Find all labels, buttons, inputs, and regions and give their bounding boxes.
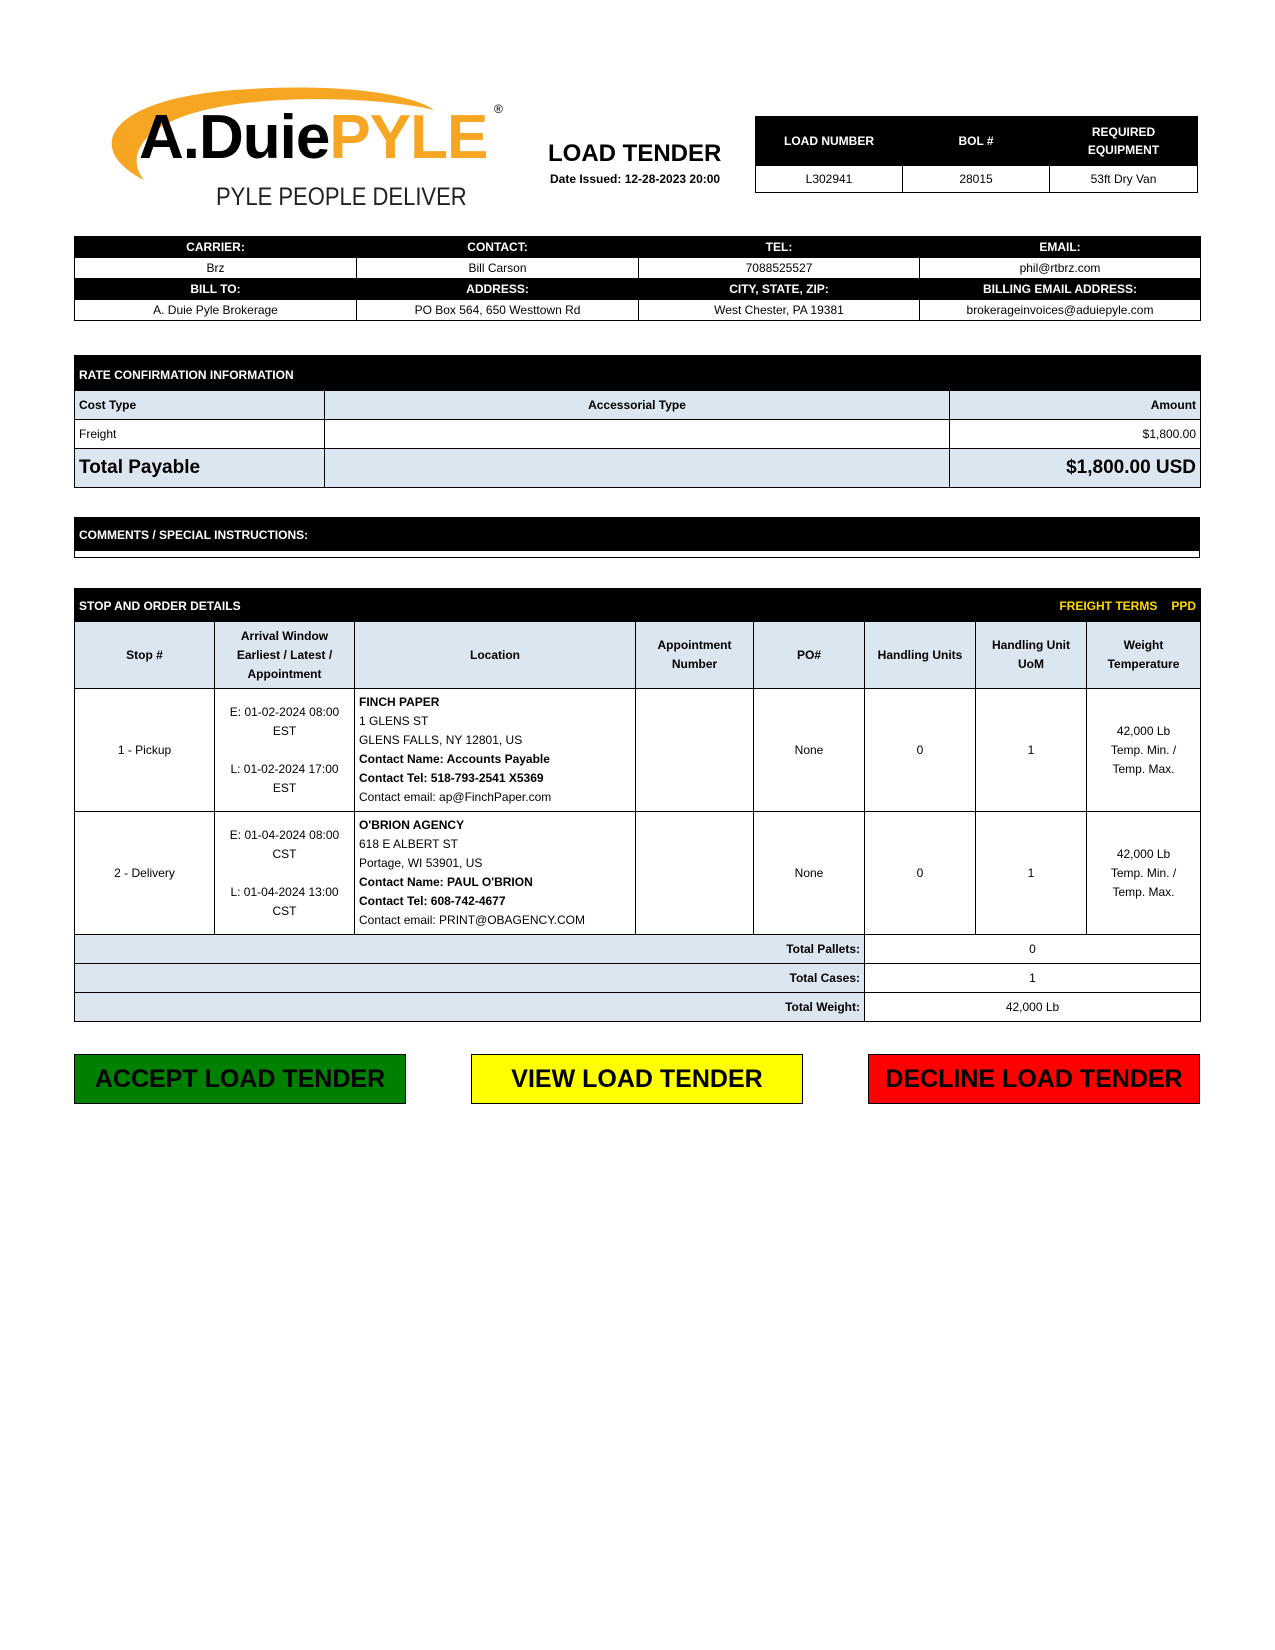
billing-email-value: brokerageinvoices@aduiepyle.com (920, 300, 1201, 321)
comments-body (75, 551, 1200, 558)
stop-number: 1 - Pickup (75, 689, 215, 812)
billing-email-header: BILLING EMAIL ADDRESS: (920, 279, 1201, 300)
registered-mark: ® (494, 102, 503, 116)
stop-number: 2 - Delivery (75, 812, 215, 935)
carrier-value: Brz (75, 258, 357, 279)
view-load-tender-button[interactable]: VIEW LOAD TENDER (471, 1054, 803, 1104)
appointment-number (636, 812, 754, 935)
logo-text-pyle: PYLE (329, 103, 488, 172)
arrival-window: E: 01-04-2024 08:00 CST L: 01-04-2024 13:00 CST (215, 812, 355, 935)
handling-unit-uom-header: Handling Unit UoM (976, 622, 1087, 689)
tel-header: TEL: (639, 237, 920, 258)
logo-text-a: A. (139, 103, 199, 172)
logo-text-duie: Duie (199, 103, 330, 172)
equipment-header: REQUIRED EQUIPMENT (1050, 117, 1198, 166)
table-row (75, 689, 1201, 812)
po-header: PO# (754, 622, 865, 689)
arrival-window: E: 01-02-2024 08:00 EST L: 01-02-2024 17:00 EST (215, 689, 355, 812)
accessorial-type-value (325, 420, 950, 449)
bol-header: BOL # (903, 117, 1050, 166)
rate-confirmation-table (74, 355, 1201, 488)
contact-header: CONTACT: (357, 237, 639, 258)
accessorial-type-header: Accessorial Type (325, 391, 950, 420)
cost-type-header: Cost Type (75, 391, 325, 420)
weight-temperature-header: Weight Temperature (1087, 622, 1201, 689)
carrier-header: CARRIER: (75, 237, 357, 258)
total-pallets-label: Total Pallets: (75, 935, 865, 964)
rate-section-title: RATE CONFIRMATION INFORMATION (75, 356, 1201, 391)
stop-order-table (74, 588, 1201, 1022)
load-info-table (755, 116, 1198, 193)
page-title: LOAD TENDER (548, 140, 722, 167)
total-payable-spacer (325, 449, 950, 488)
location-header: Location (355, 622, 636, 689)
city-state-zip-value: West Chester, PA 19381 (639, 300, 920, 321)
email-value: phil@rtbrz.com (920, 258, 1201, 279)
handling-unit-uom: 1 (976, 689, 1087, 812)
amount-header: Amount (950, 391, 1201, 420)
po-number: None (754, 812, 865, 935)
amount-value: $1,800.00 (950, 420, 1201, 449)
contact-value: Bill Carson (357, 258, 639, 279)
stops-section-title: STOP AND ORDER DETAILS (79, 599, 241, 613)
freight-terms-value: PPD (1171, 599, 1197, 613)
equipment-value: 53ft Dry Van (1050, 166, 1198, 193)
date-issued: Date Issued: 12-28-2023 20:00 (550, 172, 721, 186)
bill-to-value: A. Duie Pyle Brokerage (75, 300, 357, 321)
accept-load-tender-button[interactable]: ACCEPT LOAD TENDER (74, 1054, 406, 1104)
bill-to-header: BILL TO: (75, 279, 357, 300)
load-number-header: LOAD NUMBER (756, 117, 903, 166)
weight-temperature: 42,000 Lb Temp. Min. / Temp. Max. (1087, 812, 1201, 935)
total-pallets-value: 0 (865, 935, 1201, 964)
total-payable-label: Total Payable (75, 449, 325, 488)
comments-table (74, 517, 1200, 558)
handling-units-header: Handling Units (865, 622, 976, 689)
freight-terms (1045, 599, 1200, 613)
cost-type-value: Freight (75, 420, 325, 449)
comments-section-title: COMMENTS / SPECIAL INSTRUCTIONS: (75, 518, 1200, 551)
decline-load-tender-button[interactable]: DECLINE LOAD TENDER (868, 1054, 1200, 1104)
logo-tagline: PYLE PEOPLE DELIVER (216, 182, 467, 211)
total-weight-label: Total Weight: (75, 993, 865, 1022)
address-value: PO Box 564, 650 Westtown Rd (357, 300, 639, 321)
handling-units: 0 (865, 812, 976, 935)
stop-location: O'BRION AGENCY 618 E ALBERT ST Portage, WI 53901, US Contact Name: PAUL O'BRION Contact Tel: 608-742-4677 Contact email: PRINT@OBAGENCY.COM (355, 812, 636, 935)
total-weight-value: 42,000 Lb (865, 993, 1201, 1022)
bol-value: 28015 (903, 166, 1050, 193)
po-number: None (754, 689, 865, 812)
total-cases-value: 1 (865, 964, 1201, 993)
appointment-number-header: Appointment Number (636, 622, 754, 689)
total-cases-label: Total Cases: (75, 964, 865, 993)
handling-units: 0 (865, 689, 976, 812)
city-state-zip-header: CITY, STATE, ZIP: (639, 279, 920, 300)
address-header: ADDRESS: (357, 279, 639, 300)
weight-temperature: 42,000 Lb Temp. Min. / Temp. Max. (1087, 689, 1201, 812)
arrival-window-header: Arrival Window Earliest / Latest / Appointment (215, 622, 355, 689)
tel-value: 7088525527 (639, 258, 920, 279)
handling-unit-uom: 1 (976, 812, 1087, 935)
company-logo (84, 80, 514, 220)
load-number-value: L302941 (756, 166, 903, 193)
carrier-info-table (74, 236, 1201, 321)
stop-location: FINCH PAPER 1 GLENS ST GLENS FALLS, NY 12801, US Contact Name: Accounts Payable Contact Tel: 518-793-2541 X5369 Contact email: ap@FinchPaper.com (355, 689, 636, 812)
total-payable-amount: $1,800.00 USD (950, 449, 1201, 488)
freight-terms-label: FREIGHT TERMS (1059, 599, 1158, 613)
email-header: EMAIL: (920, 237, 1201, 258)
stops-section-header (75, 589, 1201, 622)
stop-number-header: Stop # (75, 622, 215, 689)
appointment-number (636, 689, 754, 812)
table-row (75, 812, 1201, 935)
